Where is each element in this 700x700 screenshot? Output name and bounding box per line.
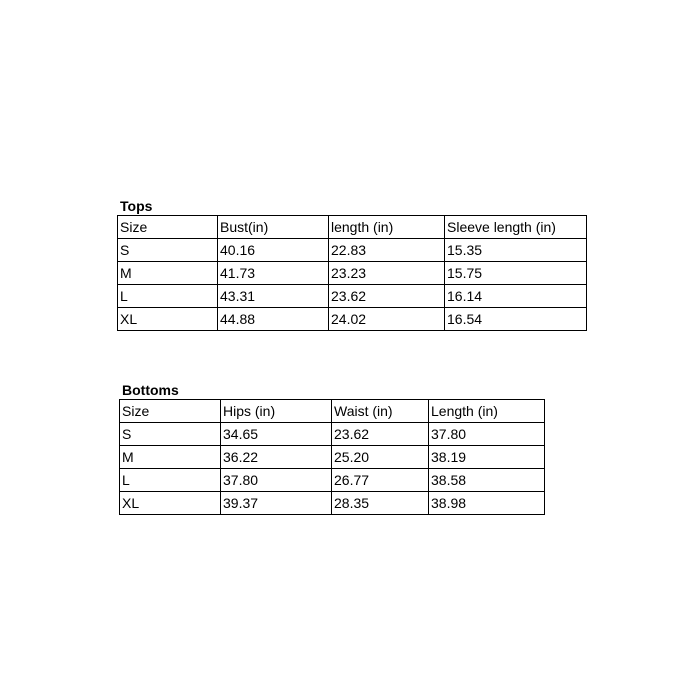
table-row — [118, 285, 587, 308]
bottoms-size-chart — [119, 381, 545, 515]
tops-size-chart — [117, 197, 587, 331]
header-cell: Sleeve length (in) — [445, 216, 587, 239]
table-row — [118, 262, 587, 285]
tops-table — [117, 215, 587, 331]
table-cell: 23.62 — [332, 423, 429, 446]
table-cell: 38.58 — [429, 469, 545, 492]
table-cell: 16.14 — [445, 285, 587, 308]
table-header-row — [118, 216, 587, 239]
table-cell: 44.88 — [218, 308, 329, 331]
table-cell: M — [118, 262, 218, 285]
header-cell: Size — [118, 216, 218, 239]
bottoms-table — [119, 399, 545, 515]
table-cell: 34.65 — [221, 423, 332, 446]
table-row — [120, 446, 545, 469]
header-cell: Size — [120, 400, 221, 423]
table-cell: M — [120, 446, 221, 469]
table-cell: 26.77 — [332, 469, 429, 492]
table-cell: L — [120, 469, 221, 492]
table-cell: 23.62 — [329, 285, 445, 308]
table-cell: S — [118, 239, 218, 262]
header-cell: Waist (in) — [332, 400, 429, 423]
table-cell: 22.83 — [329, 239, 445, 262]
header-cell: length (in) — [329, 216, 445, 239]
tops-title: Tops — [120, 198, 153, 214]
table-cell: 40.16 — [218, 239, 329, 262]
table-cell: 41.73 — [218, 262, 329, 285]
table-row — [120, 423, 545, 446]
table-cell: 16.54 — [445, 308, 587, 331]
table-cell: 23.23 — [329, 262, 445, 285]
table-cell: 24.02 — [329, 308, 445, 331]
table-cell: S — [120, 423, 221, 446]
header-cell: Length (in) — [429, 400, 545, 423]
table-cell: 43.31 — [218, 285, 329, 308]
table-cell: 25.20 — [332, 446, 429, 469]
table-cell: 38.98 — [429, 492, 545, 515]
bottoms-title: Bottoms — [122, 382, 179, 398]
table-cell: XL — [120, 492, 221, 515]
table-cell: 39.37 — [221, 492, 332, 515]
table-cell: 37.80 — [429, 423, 545, 446]
table-cell: 38.19 — [429, 446, 545, 469]
table-cell: XL — [118, 308, 218, 331]
table-row — [118, 308, 587, 331]
table-cell: 28.35 — [332, 492, 429, 515]
table-cell: 15.75 — [445, 262, 587, 285]
table-row — [118, 239, 587, 262]
table-cell: L — [118, 285, 218, 308]
table-row — [120, 492, 545, 515]
table-header-row — [120, 400, 545, 423]
header-cell: Bust(in) — [218, 216, 329, 239]
table-cell: 36.22 — [221, 446, 332, 469]
table-cell: 37.80 — [221, 469, 332, 492]
header-cell: Hips (in) — [221, 400, 332, 423]
table-cell: 15.35 — [445, 239, 587, 262]
table-row — [120, 469, 545, 492]
